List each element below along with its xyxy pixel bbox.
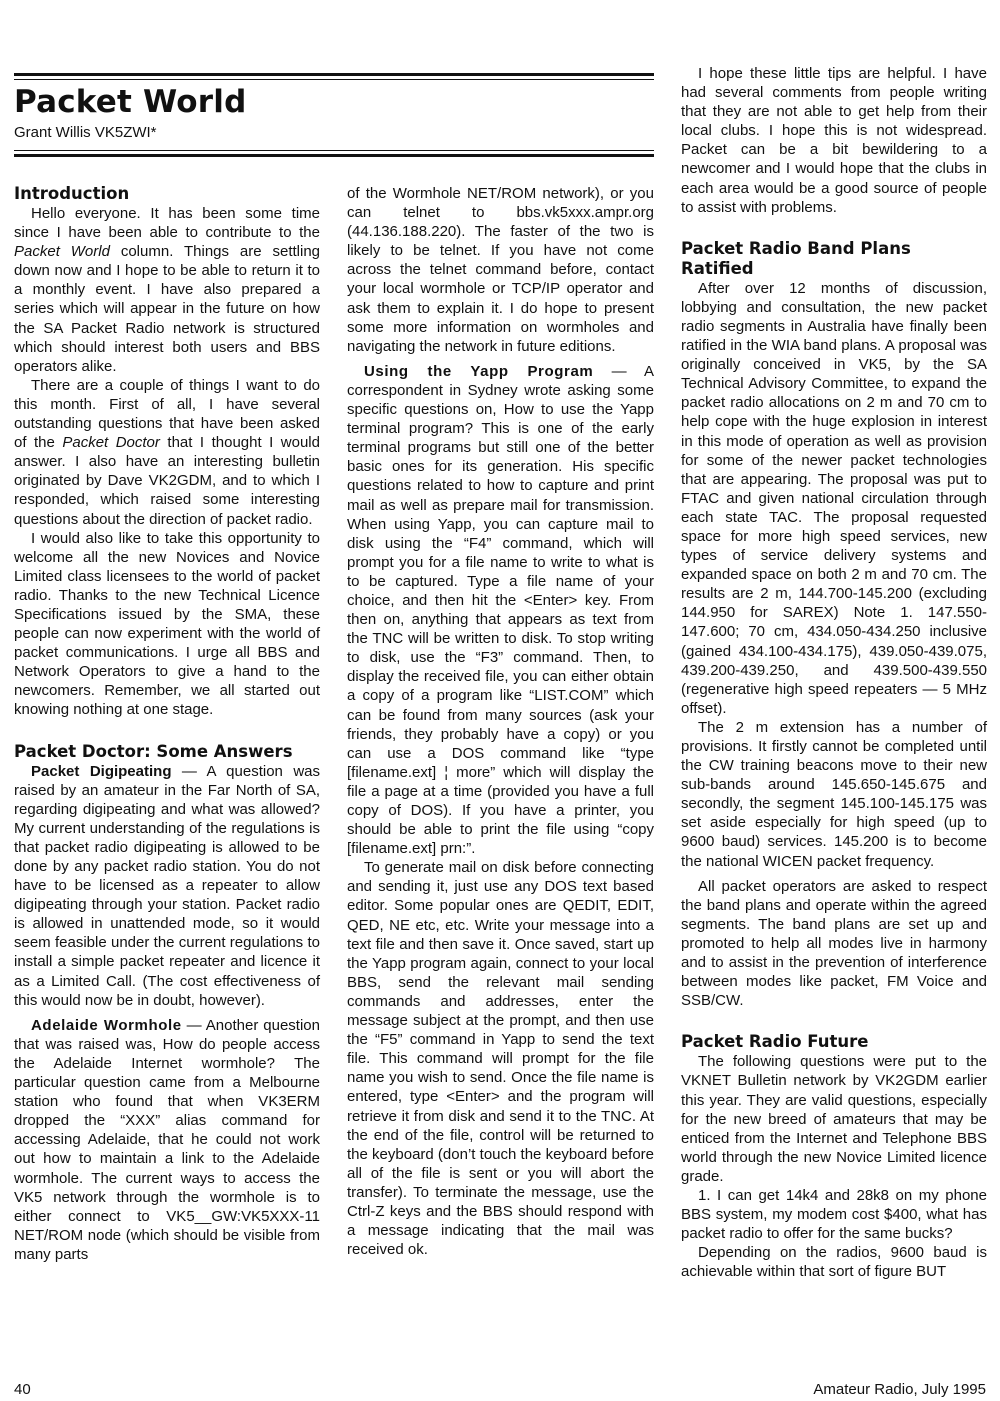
text: — A question was raised by an amateur in the Far North of SA, regarding digipeating and what was allowed? My current understanding of the regulations is that packet radio digipeating is allowed to be done by any packet radio station. You do not have to be licensed as a repeater to allow digipeating through your station. Packet radio is allowed in unattended mode, so it would seem feasible under the current regulations to install a simple packet repeater and licence it as a Limited Call. (The cost effectiveness of this would now be in doubt, however).: [14, 762, 321, 1009]
header-bottom-rule-thick: [14, 154, 654, 157]
paragraph: The following questions were put to the VKNET Bulletin network by VK2GDM earlier this year. They are valid questions, especially for the new breed of amateurs that may be enticed from the Internet and Telephone BBS world through the new Novice Limited licence grade.: [681, 1053, 987, 1185]
heading-packet-radio-future: Packet Radio Future: [681, 1032, 869, 1052]
paragraph: After over 12 months of discussion, lobbying and consultation, the new packet radio segments in Australia have finally been ratified in the WIA band plans. A proposal was originally conceived in VK5, by the SA Technical Advisory Committee, to expand the packet radio allocations on 2 m and 70 cm to help cope with the huge explosion in interest in this mode of operation as well as provision for some of the newer packet technologies that are appearing. The proposal was put to FTAC and given national circulation through each state TAC. The proposal requested space for more high speed services, new types of service delivery systems and expanded space on both 2 m and 70 cm. The results are 2 m, 144.700-145.200 (excluding 144.950 for SAREX) Note 1. 147.550-147.600; 70 cm, 434.050-434.250 inclusive (gained 434.100-434.175), 439.050-439.075, 439.200-439.250, and 439.500-439.550 (regenerative high speed repeaters — 5 MHz offset).: [681, 279, 987, 717]
text: — Another question that was raised was, How do people access the Adelaide Internet wormhole? The particular question came from a Melbourne station who found that when VK3ERM dropped the “XXX” alias command for accessing Adelaide, that he could not work out how to maintain a link to the Adelaide wormhole. The current ways to access the VK5 network through the wormhole is to either connect to VK5__GW:VK5XXX-11 NET/ROM node (which should be visible from many parts: [14, 1016, 320, 1263]
text: column. Things are settling down now and I hope to be able to return it to a monthly event. I have also prepared a series which will appear in the future on how the SA Packet Radio network is structured which should interest both users and BBS operators alike.: [14, 243, 320, 375]
paragraph: To generate mail on disk before connecting and sending it, just use any DOS text based editor. Some popular ones are QEDIT, EDIT, QED, NE etc, etc. Write your message into a text file and then save it. Once saved, start up the Yapp program again, connect to your local BBS, send the relevant mail sending commands and addresses, enter the message subject at the prompt, and then use the “F5” command in Yapp to send the text file. This command will prompt for the file name you wish to send. Once the file name is entered, type <Enter> and the program will retrieve it from disk and send it to the TNC. At the end of the file, control will be returned to the keyboard (don’t touch the keyboard before all of the file is sent or you will abort the transfer). To terminate the message, use the Ctrl-Z keys and the BBS should respond with a message indicating that the mail was received ok.: [347, 859, 654, 1259]
paragraph: [14, 376, 320, 529]
italic-text: Packet World: [14, 243, 110, 261]
author-byline: Grant Willis VK5ZWI*: [14, 124, 157, 141]
page-number: 40: [14, 1381, 31, 1398]
publication-footer: Amateur Radio, July 1995: [813, 1381, 986, 1398]
column-2: [347, 184, 654, 1259]
lead-in: Adelaide Wormhole: [31, 1016, 182, 1034]
italic-text: Packet Doctor: [62, 434, 160, 452]
text: Hello everyone. It has been some time since I have been able to contribute to the: [14, 205, 320, 242]
heading-band-plans: Packet Radio Band Plans Ratified: [681, 238, 911, 278]
paragraph: [347, 362, 654, 858]
column-1: [14, 184, 320, 1264]
lead-in: Packet Digipeating: [31, 762, 172, 780]
text: that I thought I would answer. I also have an interesting bulletin originated by Dave VK2GDM, and to which I responded, which raised some interesting questions about the direction of packet radio.: [14, 434, 320, 528]
paragraph: [14, 204, 320, 376]
top-rule-thin: [14, 79, 654, 80]
paragraph: of the Wormhole NET/ROM network), or you can telnet to bbs.vk5xxx.ampr.org (44.136.188.220). The faster of the two is likely to be telnet. If you have not come across the telnet command before, contact your local wormhole or TCP/IP operator and ask them to explain it. I do hope to present some more information on wormholes and navigating the network in future editions.: [347, 185, 654, 355]
paragraph: [14, 762, 320, 1010]
paragraph: 1. I can get 14k4 and 28k8 on my phone BBS system, my modem cost $400, what has packet radio to offer for the same bucks?: [681, 1186, 987, 1243]
paragraph: I would also like to take this opportunity to welcome all the new Novices and Novice Limited class licensees to the world of packet radio. Thanks to the new Technical Licence Specifications issued by the SMA, these people can now experiment with the world of packet communications. I urge all BBS and Network Operators to give a hand to the newcomers. Remember, we all started out knowing nothing at one stage.: [14, 529, 320, 719]
paragraph: The 2 m extension has a number of provisions. It firstly cannot be completed until the CW training beacons move to their new sub-bands around 145.650-145.675 and secondly, the segment 145.100-145.175 was set aside especially for high speed (up to 9600 baud) services. 145.200 is to become the national WICEN packet frequency.: [681, 718, 987, 870]
header-bottom-rule-thin: [14, 150, 654, 151]
article-title: Packet World: [14, 84, 247, 120]
top-rule-thick: [14, 73, 654, 76]
paragraph: Depending on the radios, 9600 baud is achievable within that sort of figure BUT: [681, 1244, 987, 1281]
column-3: [681, 64, 987, 1281]
paragraph: [14, 1016, 320, 1264]
text: — A correspondent in Sydney wrote asking some specific questions on, How to use the Yapp terminal program? This is one of the early terminal programs but still one of the better basic ones for its generation. His specific questions related to how to capture and print mail as well as prepare mail for transmission. When using Yapp, you can capture mail to disk using the “F4” command, which will prompt you for a file name to write to what is to be captured. Type a file name of your choice, and then hit the <Enter> key. From then on, anything that appears as text from the TNC will be written to disk. To stop writing to disk, use the “F3” command. Then, to display the received file, you can either obtain a copy of a program like “LIST.COM” which can be found from many sources (ask your friends, they probably have a copy) or you can use a DOS command like “type [filename.ext] ¦ more” which will display the file a page at a time (provided you have a full copy of DOS). If you have a printer, you should be able to print the file using “copy [filename.ext] prn:”.: [347, 362, 654, 858]
paragraph: I hope these little tips are helpful. I have had several comments from people writing that they are not able to get help from their local clubs. I hope this is not widespread. Packet can be a bit bewildering to a newcomer and I would hope that the clubs in each area would be a good source of people to assist with problems.: [681, 65, 987, 216]
heading-introduction: Introduction: [14, 184, 130, 203]
text: There are a couple of things I want to do this month. First of all, I have several outstanding questions that have been asked of the: [14, 376, 320, 452]
lead-in: Using the Yapp Program: [364, 362, 594, 380]
paragraph: All packet operators are asked to respect the band plans and operate within the agreed segments. The band plans are set up and promoted to help all modes live in harmony and to assist in the prevention of interference between modes like packet, FM Voice and SSB/CW.: [681, 877, 987, 1010]
heading-packet-doctor: Packet Doctor: Some Answers: [14, 741, 293, 761]
